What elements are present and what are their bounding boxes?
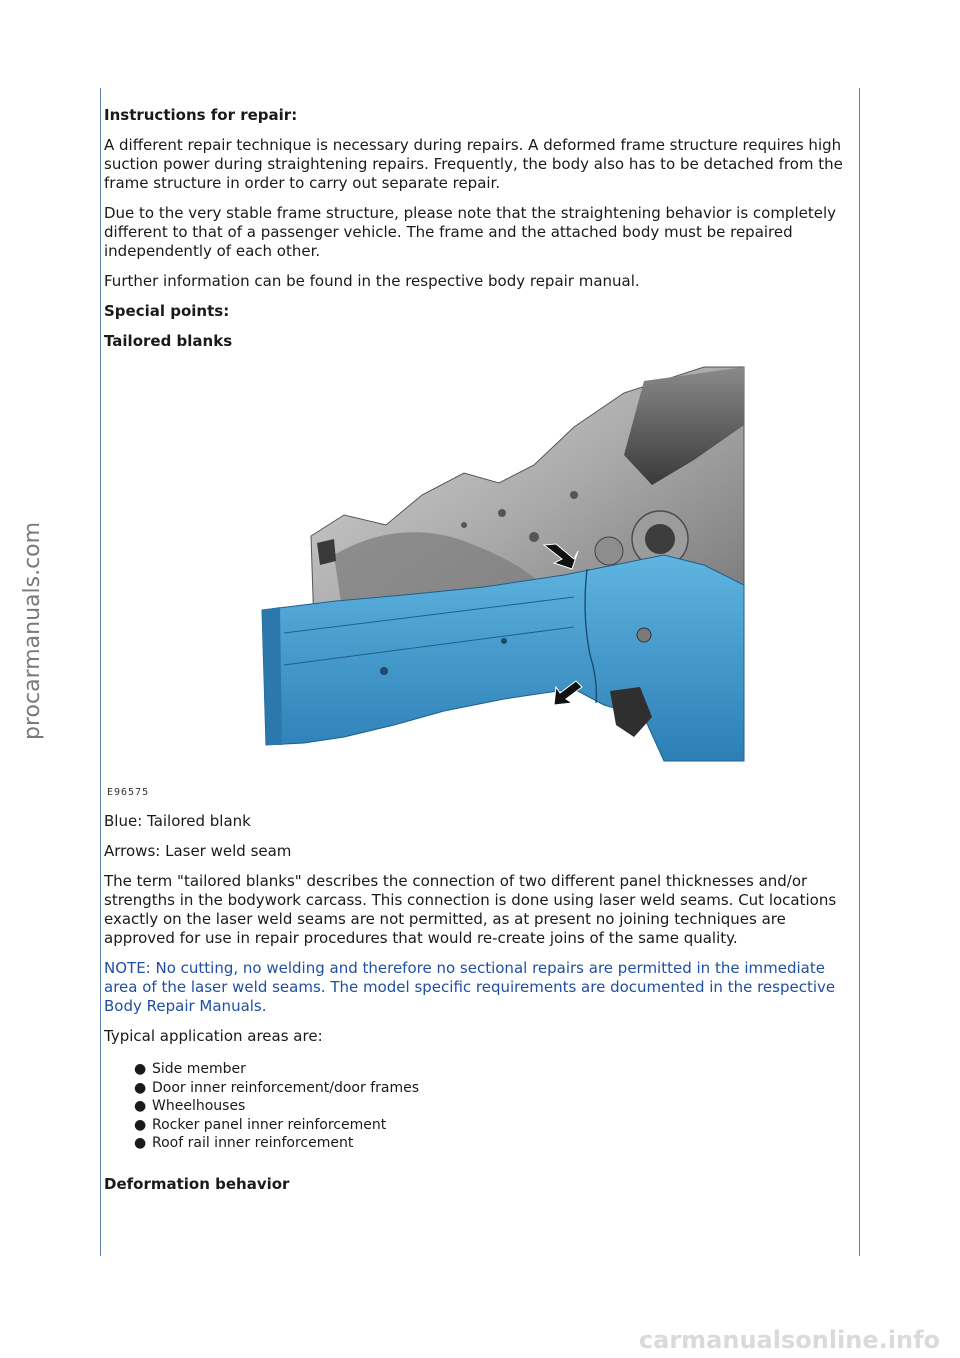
list-item: ● Roof rail inner reinforcement [134, 1135, 354, 1151]
paragraph-application-areas-intro: Typical application areas are: [104, 1027, 323, 1045]
left-margin-rule [100, 88, 101, 1256]
caption-blue-tailored-blank: Blue: Tailored blank [104, 812, 251, 830]
bullet-icon: ● [134, 1079, 147, 1096]
heading-special-points: Special points: [104, 302, 230, 320]
list-item: ● Wheelhouses [134, 1098, 246, 1114]
list-item: ● Door inner reinforcement/door frames [134, 1079, 420, 1096]
bullet-icon: ● [134, 1135, 147, 1151]
list-item: ● Side member [134, 1061, 246, 1077]
application-areas-list [104, 1060, 856, 1153]
figure-code: E96575 [107, 787, 150, 798]
bullet-icon: ● [134, 1116, 147, 1133]
heading-instructions-for-repair: Instructions for repair: [104, 106, 298, 124]
heading-deformation-behavior: Deformation behavior [104, 1174, 290, 1193]
list-item: ● Rocker panel inner reinforcement [134, 1116, 387, 1133]
side-watermark: procarmanuals.com [20, 521, 45, 740]
note-no-cutting-welding: NOTE: No cutting, no welding and therefore no sectional repairs are permitted in the immediate area of the laser weld seams. The model specific requirements are documented in the respective Body Repair Manuals. [104, 959, 836, 1015]
heading-tailored-blanks: Tailored blanks [104, 332, 233, 350]
right-margin-rule [859, 88, 860, 1256]
bullet-icon: ● [134, 1061, 147, 1077]
paragraph-frame-structure: Due to the very stable frame structure, please note that the straightening behavior is completely different to that of a passenger vehicle. The frame and the attached body must be repaired independently of each other. [104, 204, 837, 260]
tailored-blank-figure [104, 365, 856, 801]
document-body [104, 106, 856, 1194]
vehicle-front-structure-illustration [104, 365, 856, 801]
paragraph-repair-technique: A different repair technique is necessary during repairs. A deformed frame structure requires high suction power during straightening repairs. Frequently, the body also has to be detached from the frame structure in order to carry out separate repair. [104, 136, 843, 192]
bullet-icon: ● [134, 1098, 147, 1114]
bottom-watermark: carmanualsonline.info [638, 1326, 940, 1354]
paragraph-tailored-blanks-definition: The term "tailored blanks" describes the connection of two different panel thicknesses and/or strengths in the bodywork carcass. This connection is done using laser weld seams. Cut locations exactly on the laser weld seams are not permitted, as at present no joining techniques are approved for use in repair procedures that would re-create joins of the same quality. [104, 872, 837, 947]
caption-arrows-laser-weld-seam: Arrows: Laser weld seam [104, 842, 292, 860]
paragraph-further-information: Further information can be found in the respective body repair manual. [104, 272, 640, 290]
